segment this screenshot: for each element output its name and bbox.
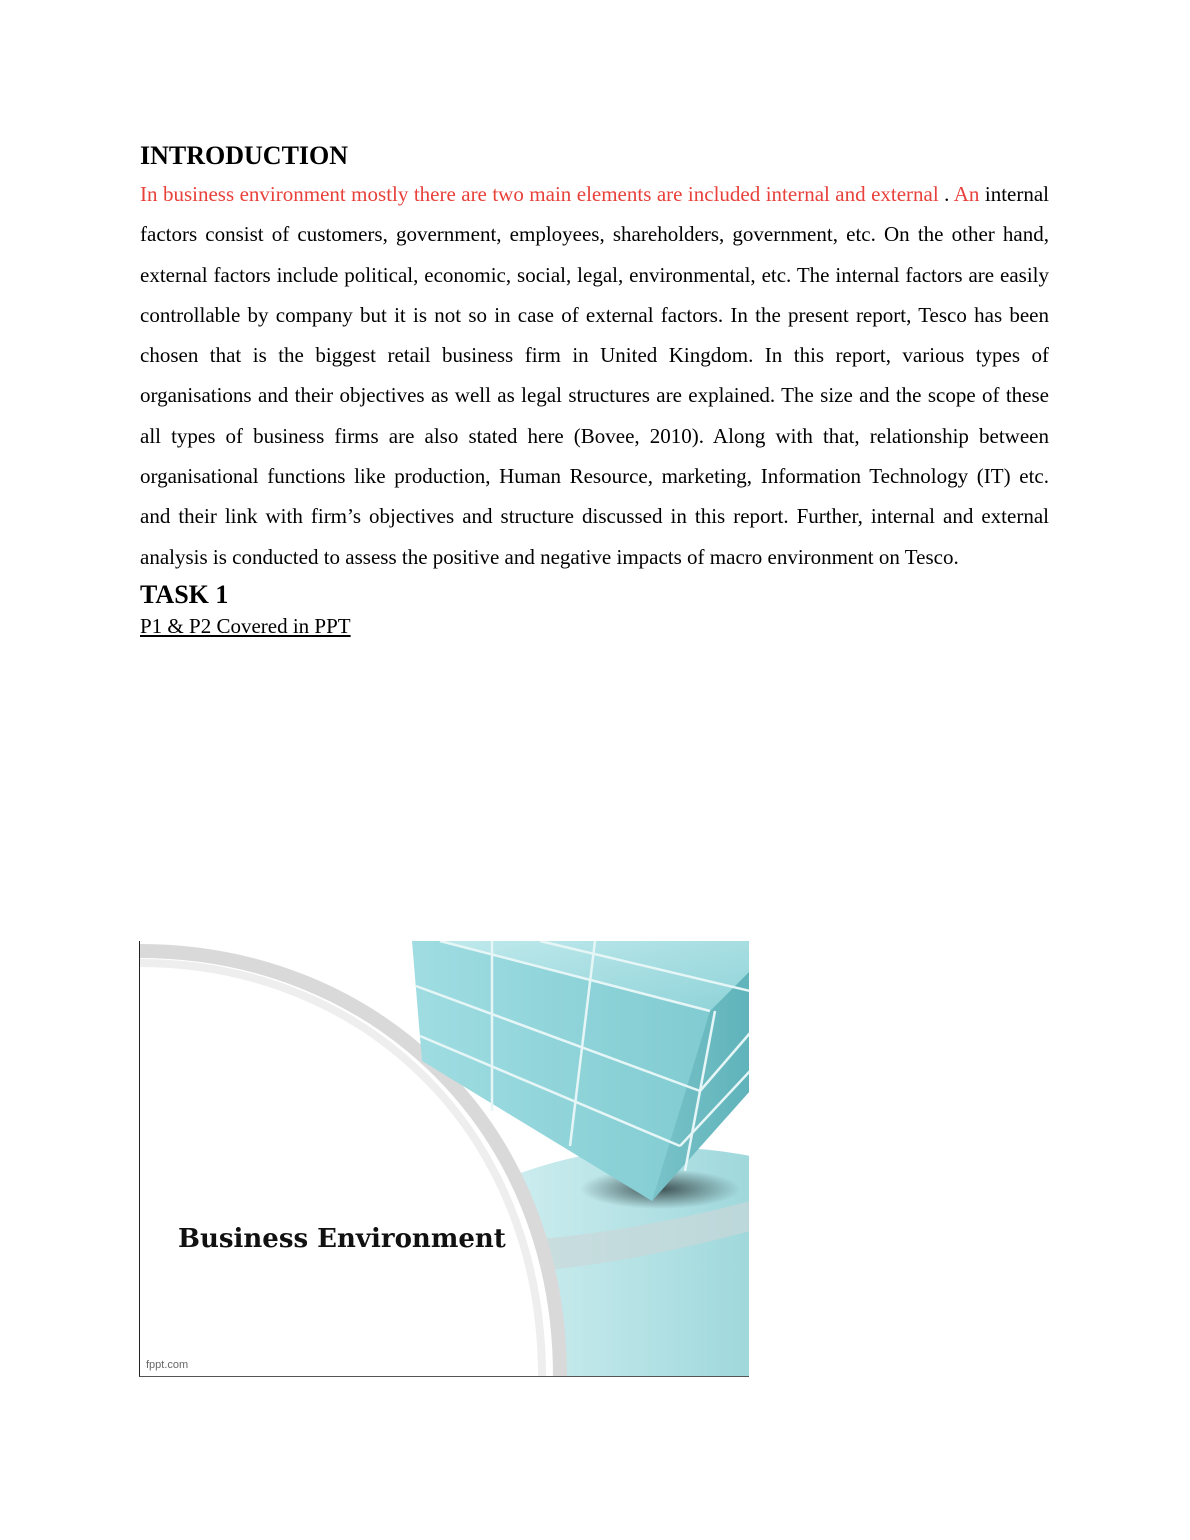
slide-image-business-environment [139, 941, 749, 1377]
slide-title: Business Environment [178, 1224, 506, 1254]
introduction-period: . [938, 182, 954, 206]
slide-credit: fppt.com [146, 1359, 189, 1371]
introduction-red-an: An [953, 182, 980, 206]
task-1-heading: TASK 1 [140, 579, 229, 609]
introduction-body-text: internal factors consist of customers, government, employees, shareholders, government, etc. On the other hand, external factors include political, economic, social, legal, environmental, etc. The internal factors are easily controllable by company but it is not so in case of external factors. In the present report, Tesco has been chosen that is the biggest retail business firm in United Kingdom. In this report, various types of organisations and their objectives as well as legal structures are explained. The size and the scope of these all types of business firms are also stated here (Bovee, 2010). Along with that, relationship between organisational functions like production, Human Resource, marketing, Information Technology (IT) etc. and their link with firm’s objectives and structure discussed in this report. Further, internal and external analysis is conducted to assess the positive and negative impacts of macro environment on Tesco. [140, 182, 1050, 569]
task-1-note: P1 & P2 Covered in PPT [140, 613, 351, 638]
slide-background-graphic [140, 941, 749, 1377]
introduction-red-lead: In business environment mostly there are two main elements are included internal and external [140, 182, 939, 206]
introduction-paragraph [140, 174, 1049, 577]
document-body [140, 138, 1049, 639]
introduction-heading: INTRODUCTION [140, 141, 349, 170]
